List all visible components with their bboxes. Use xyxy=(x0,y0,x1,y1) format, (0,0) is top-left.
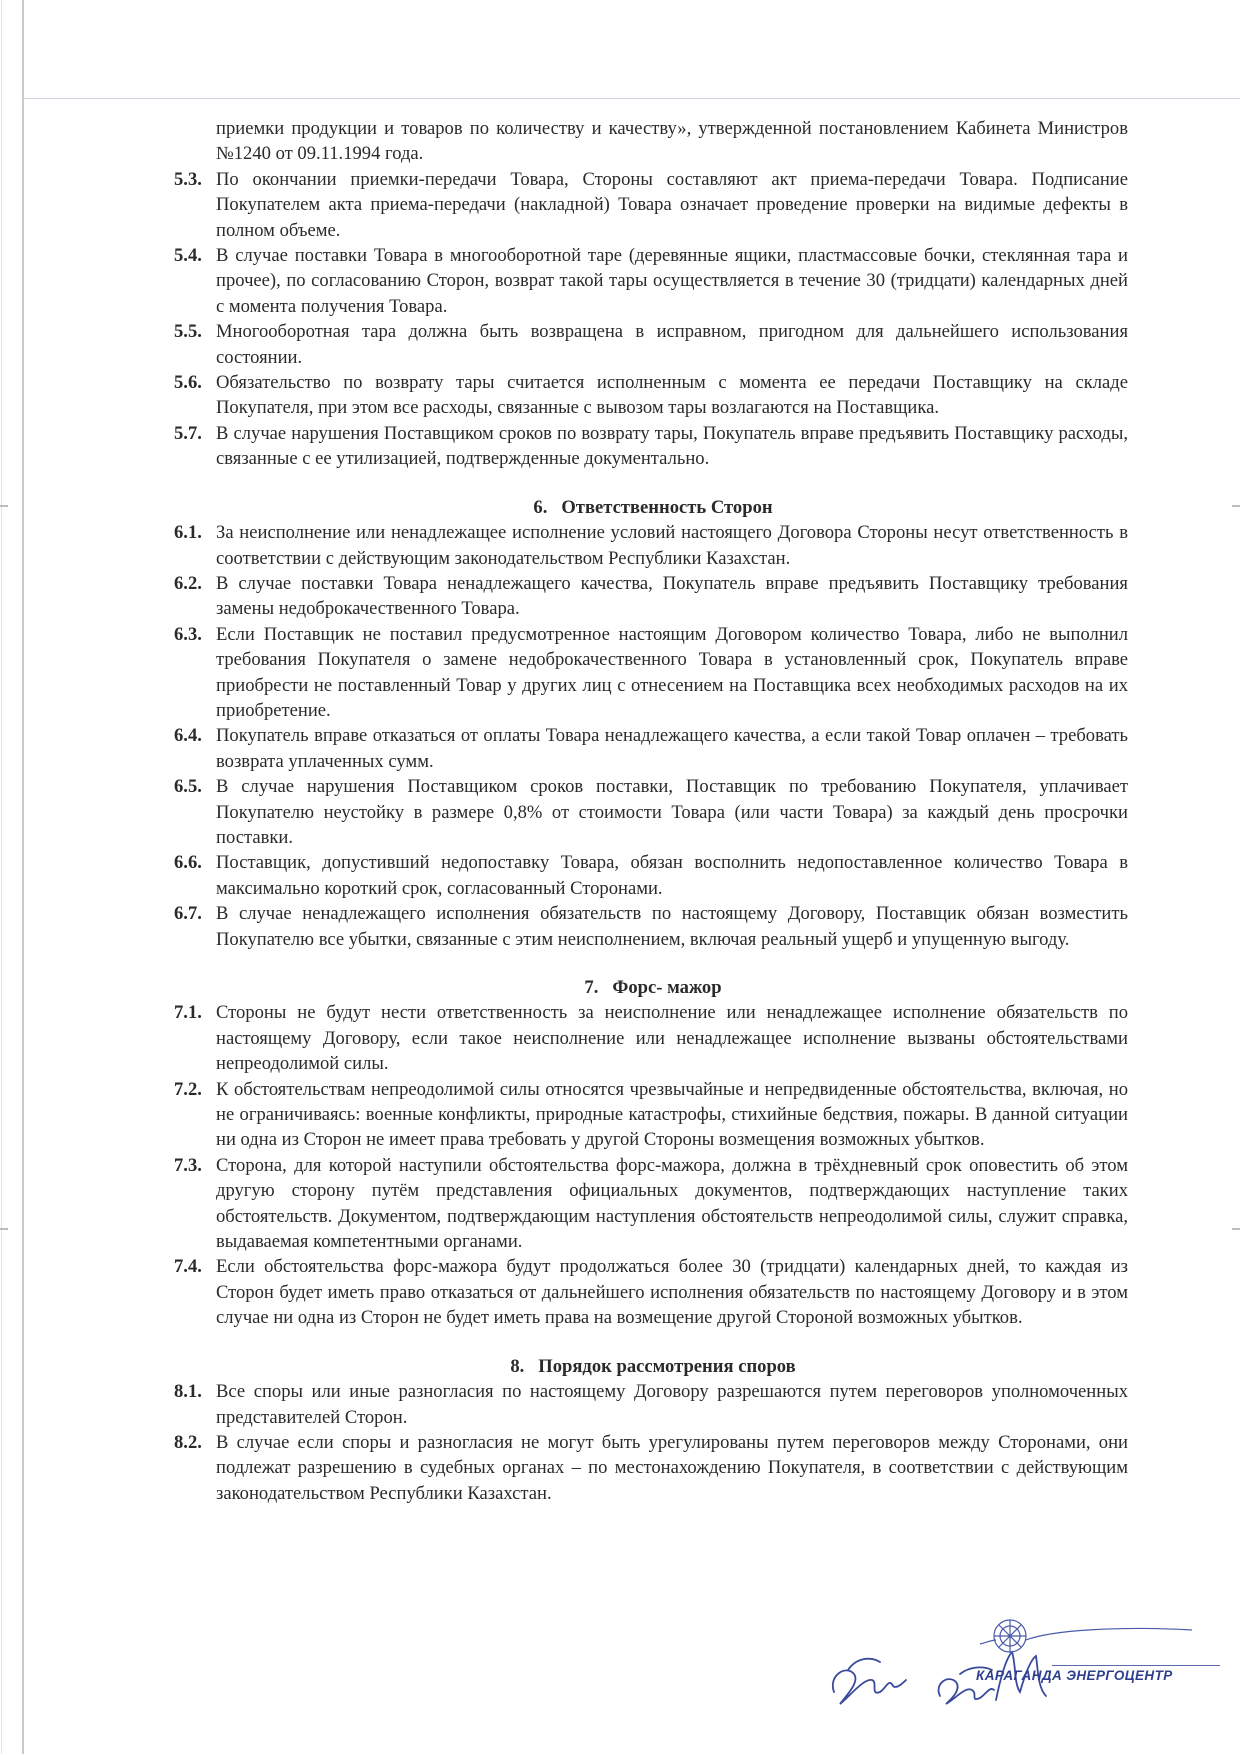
clause-text: В случае если споры и разногласия не могут быть урегулированы путем переговоров между Сторонами, они подлежат разрешению в судебных органах – по местонахождению Покупателя, в соответствии с действующим законодательством Республики Казахстан. xyxy=(216,1431,1128,1504)
company-seal-graphic xyxy=(980,1620,1192,1652)
section-8-clauses xyxy=(174,1379,1128,1506)
clause-text: Обязательство по возврату тары считается исполненным с момента ее передачи Поставщику на складе Покупателя, при этом все расходы, связанные с вывозом тары возлагаются на Поставщика. xyxy=(216,372,1128,419)
clause-text: Стороны не будут нести ответственность за неисполнение или ненадлежащее исполнение обязательств по настоящему Договору, если такое неисполнение или ненадлежащее исполнение вызваны обстоятельствами непреодолимой силы. xyxy=(216,1002,1128,1075)
section-heading: Форс- мажор xyxy=(612,977,722,998)
signatures-block xyxy=(820,1600,1220,1750)
section-6-clauses xyxy=(174,520,1128,952)
section-heading: Порядок рассмотрения споров xyxy=(538,1355,796,1377)
clause-7-1 xyxy=(174,1000,1128,1076)
clause-6-1 xyxy=(174,520,1128,571)
scan-mark xyxy=(0,505,8,507)
clause-7-3 xyxy=(174,1153,1128,1255)
clause-number: 6.1. xyxy=(174,522,202,544)
clause-number: 5.5. xyxy=(174,321,202,343)
clause-6-5 xyxy=(174,774,1128,850)
clause-number: 7.2. xyxy=(174,1078,202,1100)
clause-text: За неисполнение или ненадлежащее исполнение условий настоящего Договора Стороны несут ответственность в соответствии с действующим законодательством Республики Казахстан. xyxy=(216,522,1128,569)
clause-6-7 xyxy=(174,901,1128,952)
clause-number: 5.7. xyxy=(174,422,202,444)
clause-6-3 xyxy=(174,622,1128,724)
clause-number: 5.6. xyxy=(174,372,202,394)
section-title-6 xyxy=(178,495,1128,520)
clause-text: Покупатель вправе отказаться от оплаты Товара ненадлежащего качества, а если такой Товар оплачен – требовать возврата уплаченных сумм. xyxy=(216,725,1128,772)
clause-text: В случае поставки Товара ненадлежащего качества, Покупатель вправе предъявить Поставщику требования замены недоброкачественного Товара. xyxy=(216,572,1128,620)
clause-6-6 xyxy=(174,850,1128,901)
scan-edge xyxy=(1,0,2,1754)
clause-7-4 xyxy=(174,1254,1128,1330)
clause-number: 7.1. xyxy=(174,1002,202,1024)
clause-text: Все споры или иные разногласия по настоящему Договору разрешаются путем переговоров уполномоченных представителей Сторон. xyxy=(216,1381,1128,1428)
clause-5-4 xyxy=(174,243,1128,319)
section-number: 6. xyxy=(533,496,548,518)
clause-text: В случае поставки Товара в многооборотной таре (деревянные ящики, пластмассовые бочки, стеклянная тара и прочее), по согласованию Сторон, возврат такой тары осуществляется в течение 30 (тридцати) календарных дней с момента получения Товара. xyxy=(216,245,1128,317)
intro-continuation: приемки продукции и товаров по количеству и качеству», утвержденной постановлением Кабинета Министров №1240 от 09.11.1994 года. xyxy=(216,118,1128,165)
section-heading: Ответственность Сторон xyxy=(561,496,773,518)
clause-5-5 xyxy=(174,319,1128,370)
clause-text: Поставщик, допустивший недопоставку Товара, обязан восполнить недопоставленное количество Товара в максимально короткий срок, согласованный Сторонами. xyxy=(216,852,1128,899)
section-number: 8. xyxy=(510,1355,525,1377)
clause-text: Если Поставщик не поставил предусмотренное настоящим Договором количество Товара, либо не выполнил требования Покупателя о замене недоброкачественного Товара в установленный срок, Покупатель вправе приобрести не поставленный Товар у других лиц с отнесением на Поставщика всех необходимых расходов на их приобретение. xyxy=(216,623,1128,721)
stamp-underline xyxy=(1052,1665,1220,1666)
clause-8-1 xyxy=(174,1379,1128,1430)
clause-8-2 xyxy=(174,1430,1128,1506)
clause-text: Сторона, для которой наступили обстоятельства форс-мажора, должна в трёхдневный срок оповестить об этом другую сторону путём представления официальных документов, подтверждающих наступление таких обстоятельств. Документом, подтверждающим наступления обстоятельств непреодолимой силы, служит справка, выдаваемая компетентными органами. xyxy=(216,1154,1128,1253)
handwritten-signature-1 xyxy=(833,1659,906,1704)
clause-text: Многооборотная тара должна быть возвращена в исправном, пригодном для дальнейшего использования состоянии. xyxy=(216,321,1128,368)
contract-page xyxy=(174,116,1128,1506)
clause-number: 8.1. xyxy=(174,1381,202,1403)
clause-text: Если обстоятельства форс-мажора будут продолжаться более 30 (тридцати) календарных дней, то каждая из Сторон будет иметь право отказаться от дальнейшего исполнения обязательств по настоящему Договору и в этом случае ни одна из Сторон не будет иметь права на возмещение другой Стороной возможных убытков. xyxy=(216,1256,1128,1329)
clause-number: 7.3. xyxy=(174,1154,202,1176)
clause-5-3 xyxy=(174,167,1128,243)
section-number: 7. xyxy=(584,977,599,998)
section-7-clauses xyxy=(174,1000,1128,1330)
clause-number: 6.6. xyxy=(174,852,202,874)
clause-number: 6.3. xyxy=(174,623,202,645)
section-5-clauses xyxy=(174,167,1128,472)
scan-mark xyxy=(1232,1228,1240,1230)
company-stamp-text: КАРАГАНДА ЭНЕРГОЦЕНТР xyxy=(976,1668,1173,1683)
clause-text: В случае ненадлежащего исполнения обязательств по настоящему Договору, Поставщик обязан возместить Покупателю все убытки, связанные с этим неисполнением, включая реальный ущерб и упущенную выгоду. xyxy=(216,903,1128,950)
clause-7-2 xyxy=(174,1077,1128,1153)
clause-6-2 xyxy=(174,571,1128,622)
section-title-8 xyxy=(178,1354,1128,1379)
section-title-7 xyxy=(178,975,1128,1000)
clause-text: В случае нарушения Поставщиком сроков поставки, Поставщик по требованию Покупателя, уплачивает Покупателю неустойку в размере 0,8% от стоимости Товара (или части Товара) за каждый день просрочки поставки. xyxy=(216,776,1128,848)
clause-text: К обстоятельствам непреодолимой силы относятся чрезвычайные и непредвиденные обстоятельства, включая, но не ограничиваясь: военные конфликты, природные катастрофы, стихийные бедствия, пожары. В данной ситуации ни одна из Сторон не имеет права требовать у другой Стороны возмещения возможных убытков. xyxy=(216,1078,1128,1151)
clause-text: По окончании приемки-передачи Товара, Стороны составляют акт приема-передачи Товара. Подписание Покупателем акта приема-передачи (накладной) Товара означает проведение проверки на видимые дефекты в полном объеме. xyxy=(216,168,1128,241)
clause-number: 6.4. xyxy=(174,725,202,747)
scan-top-line xyxy=(22,98,1240,99)
clause-5-7 xyxy=(174,421,1128,472)
clause-number: 7.4. xyxy=(174,1256,202,1278)
clause-number: 6.2. xyxy=(174,572,202,594)
clause-number: 6.5. xyxy=(174,776,202,798)
clause-number: 6.7. xyxy=(174,903,202,925)
scan-mark xyxy=(1232,505,1240,507)
clause-number: 8.2. xyxy=(174,1431,202,1453)
scan-mark xyxy=(0,1228,8,1230)
clause-6-4 xyxy=(174,723,1128,774)
clause-text: В случае нарушения Поставщиком сроков по возврату тары, Покупатель вправе предъявить Поставщику расходы, связанные с ее утилизацией, подтвержденные документально. xyxy=(216,422,1128,470)
scan-margin-line xyxy=(22,0,24,1754)
clause-number: 5.3. xyxy=(174,168,202,190)
clause-5-6 xyxy=(174,370,1128,421)
clause-number: 5.4. xyxy=(174,245,202,267)
